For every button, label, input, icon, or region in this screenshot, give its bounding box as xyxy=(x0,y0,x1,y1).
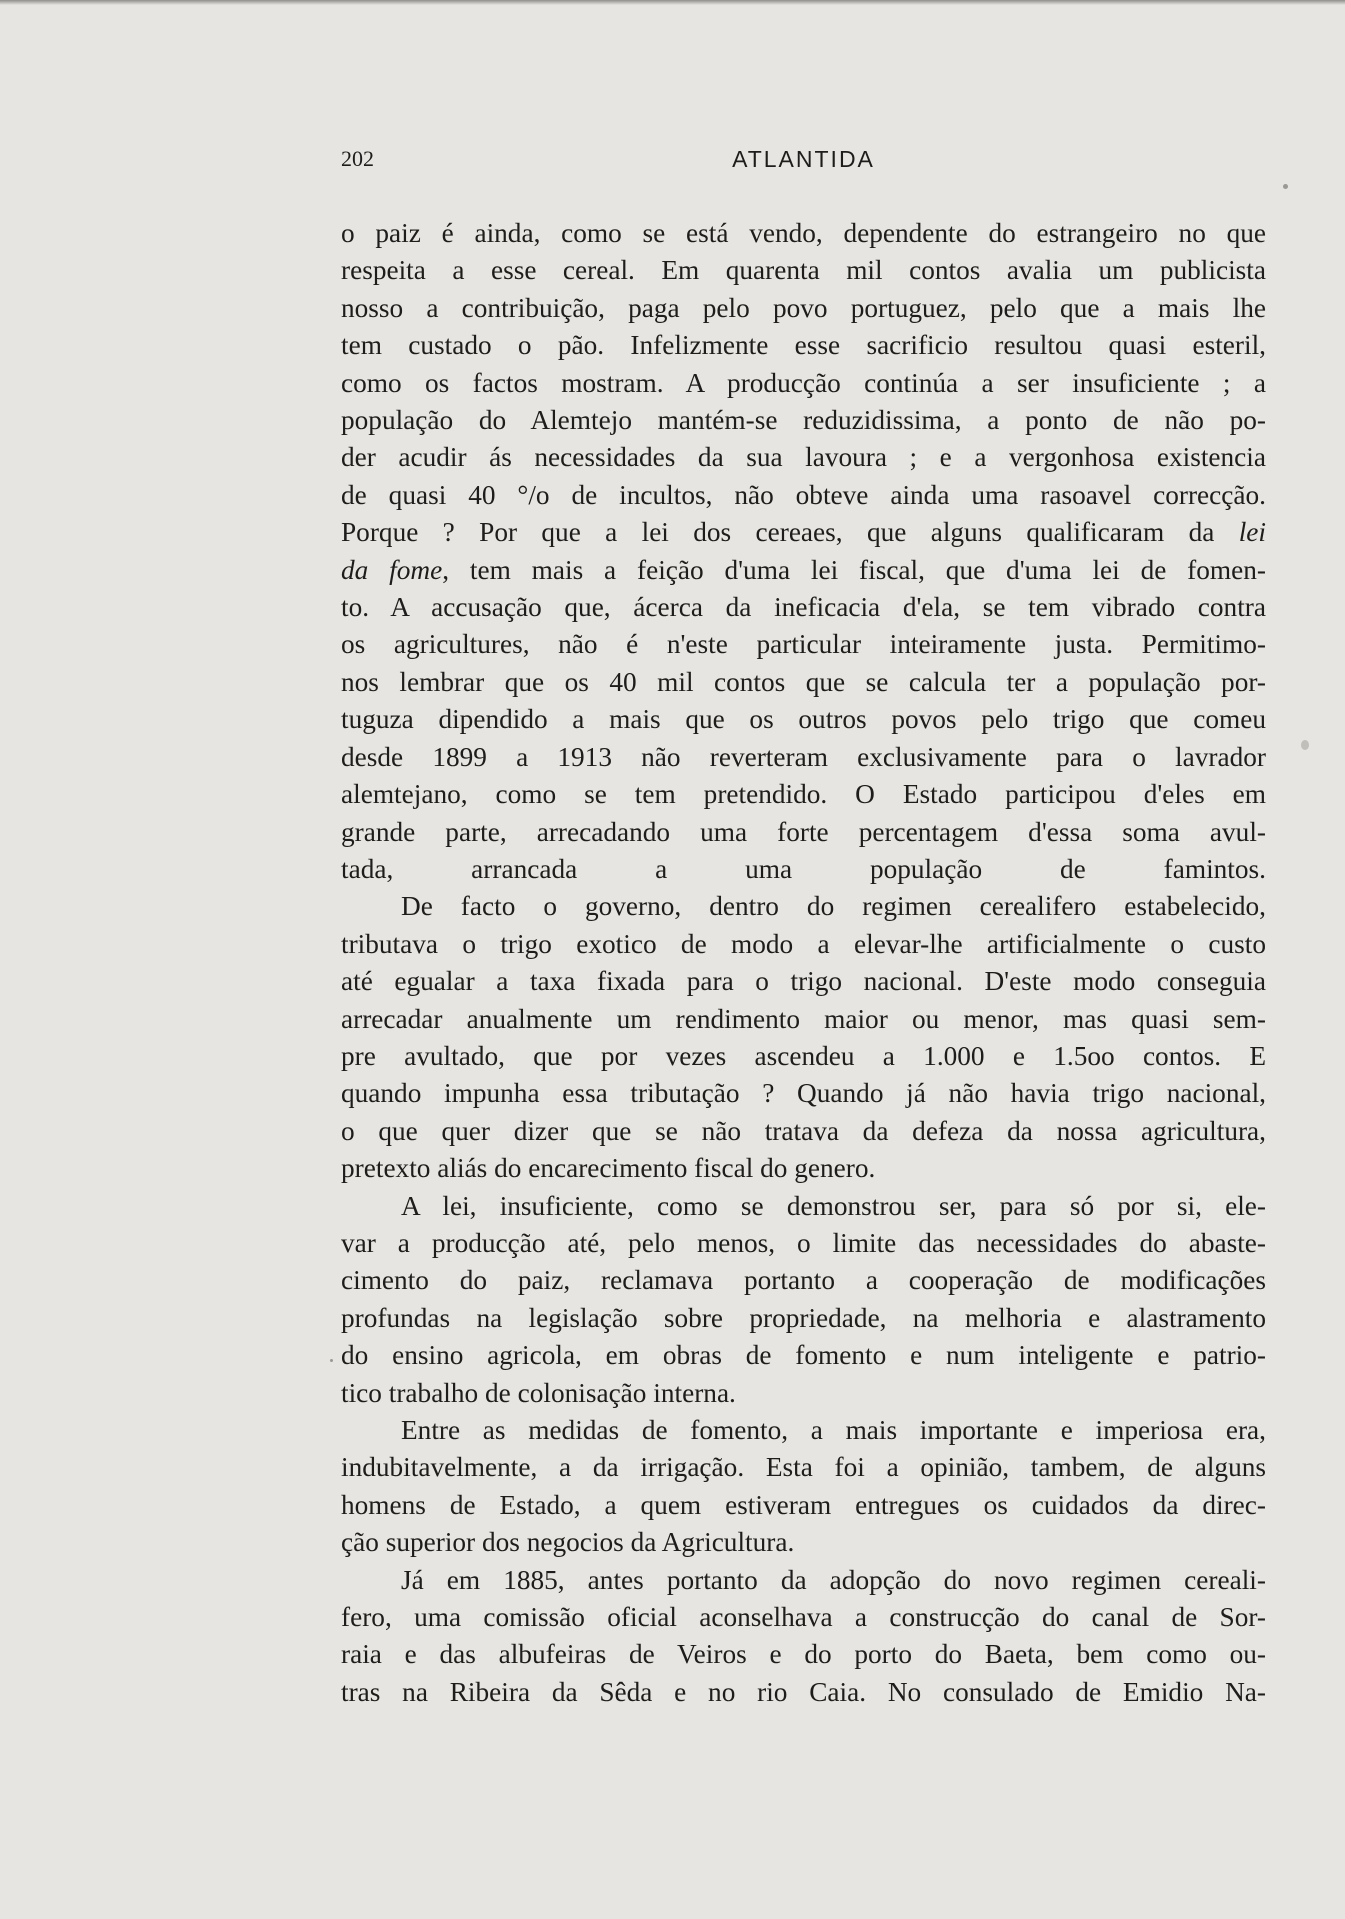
text-line: var a producção até, pelo menos, o limite das necessidades do abaste- xyxy=(341,1227,1266,1258)
text-line: der acudir ás necessidades da sua lavoura ; e a vergonhosa existencia xyxy=(341,442,1266,473)
text-line: quando impunha essa tributação ? Quando já não havia trigo nacional, xyxy=(341,1078,1266,1109)
paragraph xyxy=(341,1562,1266,1712)
text-line: tuguza dipendido a mais que os outros povos pelo trigo que comeu xyxy=(341,704,1266,735)
text-line: homens de Estado, a quem estiveram entregues os cuidados da direc- xyxy=(341,1489,1266,1520)
text-line: fero, uma comissão oficial aconselhava a construcção do canal de Sor- xyxy=(341,1602,1266,1633)
text-line: do ensino agricola, em obras de fomento e num inteligente e patrio- xyxy=(341,1340,1266,1371)
scan-edge xyxy=(0,0,1345,5)
text-line: tem custado o pão. Infelizmente esse sacrificio resultou quasi esteril, xyxy=(341,330,1266,361)
text-line: arrecadar anualmente um rendimento maior ou menor, mas quasi sem- xyxy=(341,1003,1266,1034)
text-line: tico trabalho de colonisação interna. xyxy=(341,1377,736,1408)
text-line: o paiz é ainda, como se está vendo, dependente do estrangeiro no que xyxy=(341,218,1266,248)
scan-speck xyxy=(1283,184,1288,189)
text-line: Já em 1885, antes portanto da adopção do novo regimen cereali- xyxy=(401,1564,1266,1595)
text-line: indubitavelmente, a da irrigação. Esta foi a opinião, tambem, de alguns xyxy=(341,1452,1266,1483)
text-line: grande parte, arrecadando uma forte percentagem d'essa soma avul- xyxy=(341,816,1266,847)
text-line: de quasi 40 °/o de incultos, não obteve ainda uma rasoavel correcção. xyxy=(341,479,1266,510)
text-line: tributava o trigo exotico de modo a elevar-lhe artificialmente o custo xyxy=(341,928,1266,959)
page-header xyxy=(341,146,1266,180)
text-line: tada, arrancada a uma população de famintos. xyxy=(341,853,1266,884)
text-line: A lei, insuficiente, como se demonstrou ser, para só por si, ele- xyxy=(401,1190,1266,1221)
text-line: pre avultado, que por vezes ascendeu a 1.000 e 1.5oo contos. E xyxy=(341,1040,1266,1071)
text-line: nosso a contribuição, paga pelo povo portuguez, pelo que a mais lhe xyxy=(341,292,1266,323)
text-line: os agricultures, não é n'este particular inteiramente justa. Permitimo- xyxy=(341,629,1266,660)
text-line: raia e das albufeiras de Veiros e do porto do Baeta, bem como ou- xyxy=(341,1639,1266,1670)
text-line: profundas na legislação sobre propriedade, na melhoria e alastramento xyxy=(341,1302,1266,1333)
text-line: ção superior dos negocios da Agricultura. xyxy=(341,1527,795,1558)
text-line: alemtejano, como se tem pretendido. O Estado participou d'eles em xyxy=(341,779,1266,810)
text-line: respeita a esse cereal. Em quarenta mil contos avalia um publicista xyxy=(341,255,1266,286)
text-line: tras na Ribeira da Sêda e no rio Caia. No consulado de Emidio Na- xyxy=(341,1676,1266,1707)
text-line: da fome, tem mais a feição d'uma lei fiscal, que d'uma lei de fomen- xyxy=(341,554,1266,585)
text-line: população do Alemtejo mantém-se reduzidissima, a ponto de não po- xyxy=(341,405,1266,436)
paragraph xyxy=(341,1412,1266,1562)
text-line: como os factos mostram. A producção continúa a ser insuficiente ; a xyxy=(341,367,1266,398)
page-body xyxy=(341,215,1266,1711)
text-line: Porque ? Por que a lei dos cereaes, que alguns qualificaram da lei xyxy=(341,517,1266,548)
scan-speck xyxy=(1301,740,1309,750)
text-line: cimento do paiz, reclamava portanto a cooperação de modificações xyxy=(341,1265,1266,1296)
text-line: Entre as medidas de fomento, a mais importante e imperiosa era, xyxy=(401,1415,1266,1445)
paragraph xyxy=(341,1188,1266,1412)
running-head: ATLANTIDA xyxy=(732,146,875,172)
text-line: até egualar a taxa fixada para o trigo nacional. D'este modo conseguia xyxy=(341,966,1266,997)
text-line: o que quer dizer que se não tratava da defeza da nossa agricultura, xyxy=(341,1115,1266,1146)
text-line: nos lembrar que os 40 mil contos que se calcula ter a população por- xyxy=(341,666,1266,697)
page-number: 202 xyxy=(341,146,374,171)
scan-speck xyxy=(330,1359,333,1362)
paragraph xyxy=(341,888,1266,1187)
text-line: to. A accusação que, ácerca da ineficacia d'ela, se tem vibrado contra xyxy=(341,592,1266,623)
text-line: De facto o governo, dentro do regimen cerealifero estabelecido, xyxy=(401,891,1266,922)
text-line: pretexto aliás do encarecimento fiscal do genero. xyxy=(341,1153,876,1184)
text-line: desde 1899 a 1913 não reverteram exclusivamente para o lavrador xyxy=(341,741,1266,772)
paragraph xyxy=(341,215,1266,888)
